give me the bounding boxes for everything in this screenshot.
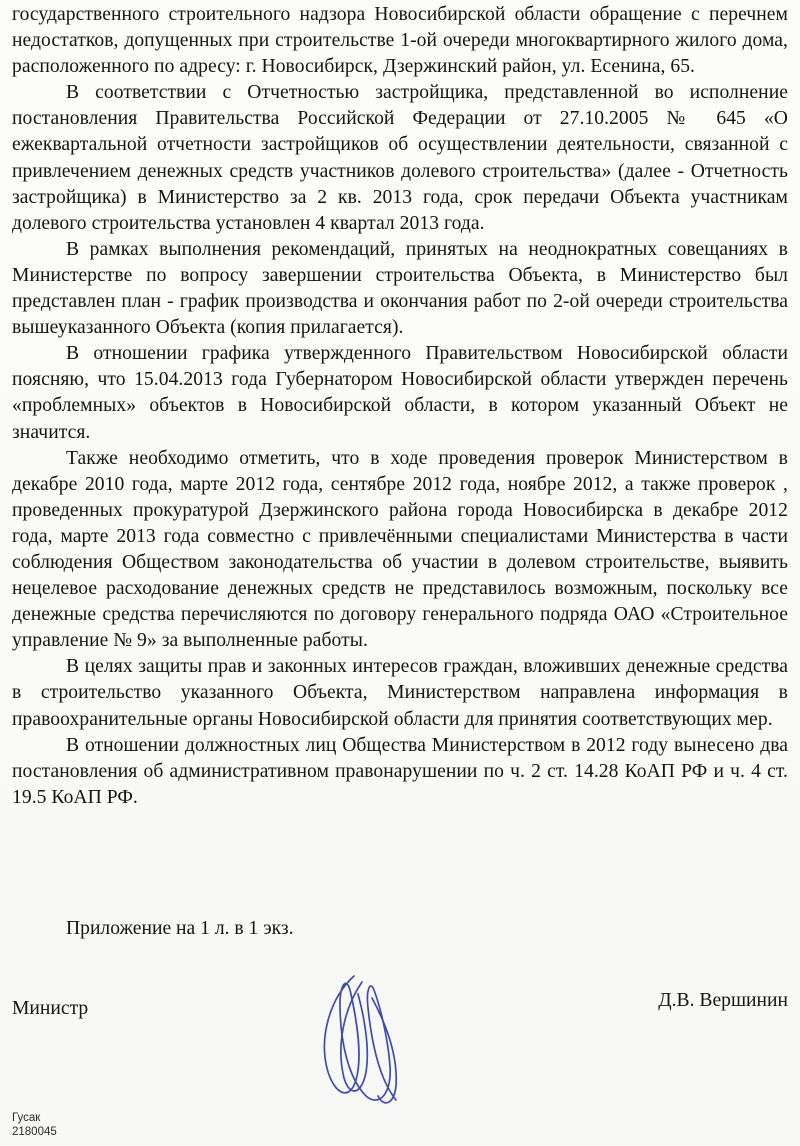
paragraph-opening-continuation: государственного строительного надзора Новосибирской области обращение с перечнем недостатков, допущенных при строительстве 1-ой очереди многоквартирного жилого дома, расположенного по адресу: г. Новосибирск, Дзержинский район, ул. Есенина, 65. bbox=[12, 4, 788, 78]
paragraph-construction-schedule: В рамках выполнения рекомендаций, принятых на неоднократных совещаниях в Министерстве по вопросу завершении строительства Объекта, в Министерство был представлен план - график производства и окончания работ по 2-ой очереди строительства вышеуказанного Объекта (копия прилагается). bbox=[12, 238, 788, 339]
signatory-title: Министр bbox=[12, 998, 89, 1019]
paragraph-developer-reporting: В соответствии с Отчетностью застройщика, представленной во исполнение постановления Правительства Российской Федерации от 27.10.2005 № 645 «О ежеквартальной отчетности застройщиков об осуществлении деятельности, связанной с привлечением денежных средств участников долевого строительства» (далее - Отчетность застройщика) в Министерство за 2 кв. 2013 года, срок передачи Объекта участникам долевого строительства установлен 4 квартал 2013 года. bbox=[12, 82, 788, 234]
paragraph-administrative-offences: В отношении должностных лиц Общества Министерством в 2012 году вынесено два постановления об административном правонарушении по ч. 2 ст. 14.28 КоАП РФ и ч. 4 ст. 19.5 КоАП РФ. bbox=[12, 734, 788, 808]
signatory-name: Д.В. Вершинин bbox=[658, 990, 788, 1011]
handwritten-signature bbox=[300, 968, 420, 1118]
attachment-note: Приложение на 1 л. в 1 экз. bbox=[66, 918, 294, 939]
paragraph-problem-objects-list: В отношении графика утвержденного Правительством Новосибирской области поясняю, что 15.04.2013 года Губернатором Новосибирской области утвержден перечень «проблемных» объектов в Новосибирской области, в котором указанный Объект не значится. bbox=[12, 343, 788, 443]
paragraph-law-enforcement: В целях защиты прав и законных интересов граждан, вложивших денежные средства в строительство указанного Объекта, Министерством направлена информация в правоохранительные органы Новосибирской области для принятия соответствующих мер. bbox=[12, 656, 788, 730]
executor-name: Гусак bbox=[12, 1112, 41, 1124]
letter-body bbox=[12, 2, 788, 811]
executor-info bbox=[12, 1112, 57, 1139]
executor-phone: 2180045 bbox=[12, 1125, 57, 1138]
paragraph-inspections: Также необходимо отметить, что в ходе проведения проверок Министерством в декабре 2010 года, марте 2012 года, сентябре 2012 года, ноябре 2012, а также проверок , проведенных прокуратурой Дзержинского района города Новосибирска в декабре 2012 года, марте 2013 года совместно с привлечёнными специалистами Министерства в части соблюдения Обществом законодательства об участии в долевом строительстве, выявить нецелевое расходование денежных средств не представилось возможным, поскольку все денежные средства перечисляются по договору генерального подряда ОАО «Строительное управление № 9» за выполненные работы. bbox=[12, 447, 788, 652]
